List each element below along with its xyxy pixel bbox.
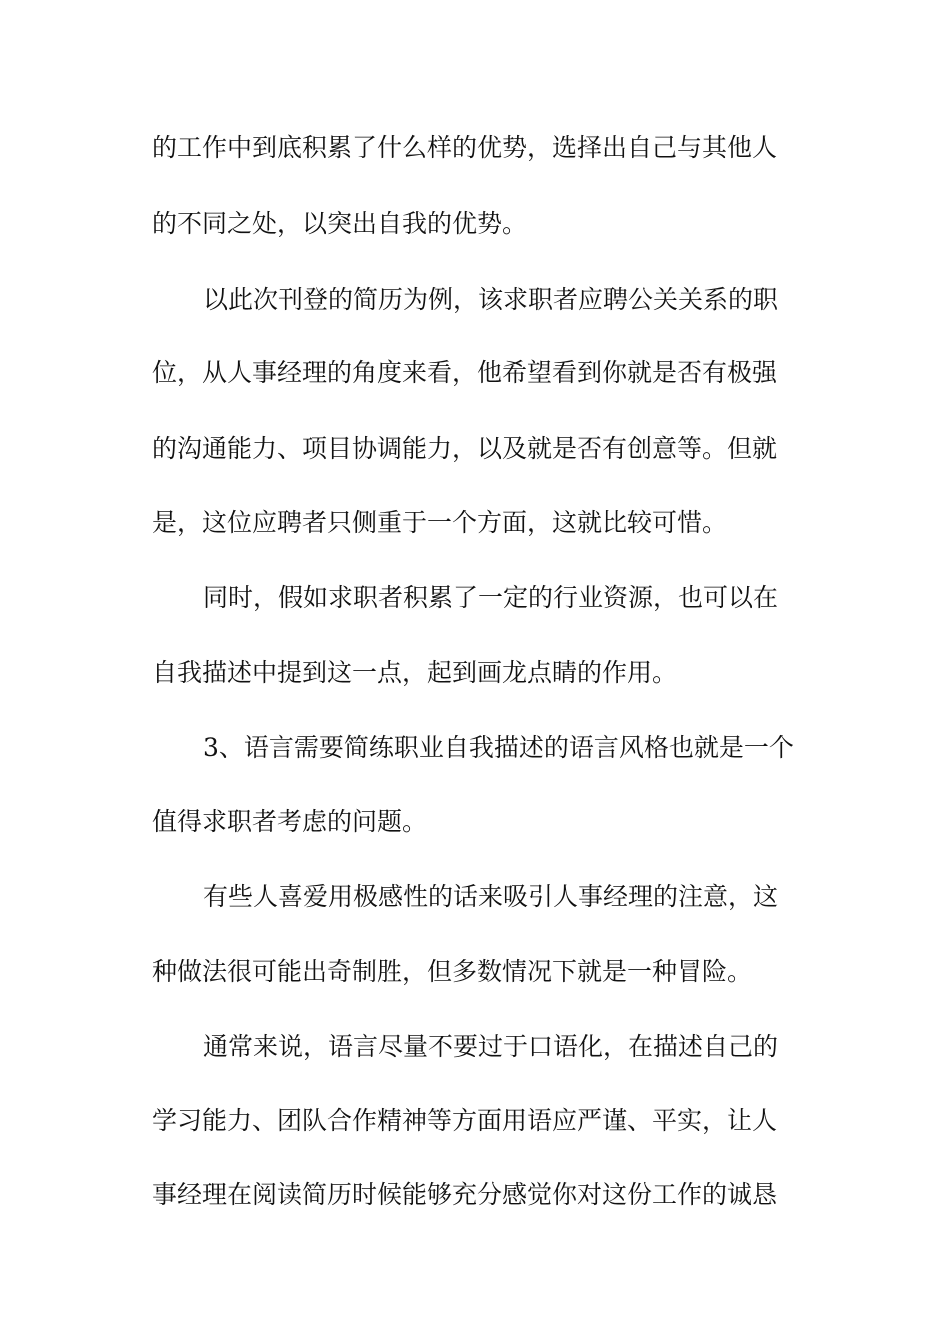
paragraph-start-line: 以此次刊登的简历为例，该求职者应聘公关关系的职 — [203, 285, 779, 314]
text-line-1: 的工作中到底积累了什么样的优势，选择出自己与其他人 — [152, 133, 778, 162]
text-line-6: 是，这位应聘者只侧重于一个方面，这就比较可惜。 — [152, 508, 728, 537]
text-line-2: 的不同之处，以突出自我的优势。 — [152, 209, 528, 238]
paragraph-start-line: 同时，假如求职者积累了一定的行业资源，也可以在 — [203, 583, 779, 612]
paragraph-start-line: 有些人喜爱用极感性的话来吸引人事经理的注意，这 — [203, 882, 779, 911]
text-line-15: 事经理在阅读简历时候能够充分感觉你对这份工作的诚恳 — [152, 1180, 778, 1209]
text-line-10: 值得求职者考虑的问题。 — [152, 807, 428, 836]
text-line-4: 位，从人事经理的角度来看，他希望看到你就是否有极强 — [152, 358, 778, 387]
text-line-12: 种做法很可能出奇制胜，但多数情况下就是一种冒险。 — [152, 957, 753, 986]
text-line-8: 自我描述中提到这一点，起到画龙点睛的作用。 — [152, 658, 678, 687]
paragraph-start-line: 通常来说，语言尽量不要过于口语化，在描述自己的 — [203, 1032, 779, 1061]
text-line-14: 学习能力、团队合作精神等方面用语应严谨、平实，让人 — [152, 1106, 778, 1135]
text-line-5: 的沟通能力、项目协调能力，以及就是否有创意等。但就 — [152, 434, 778, 463]
section-heading-line: 3、语言需要简练职业自我描述的语言风格也就是一个 — [203, 733, 794, 762]
